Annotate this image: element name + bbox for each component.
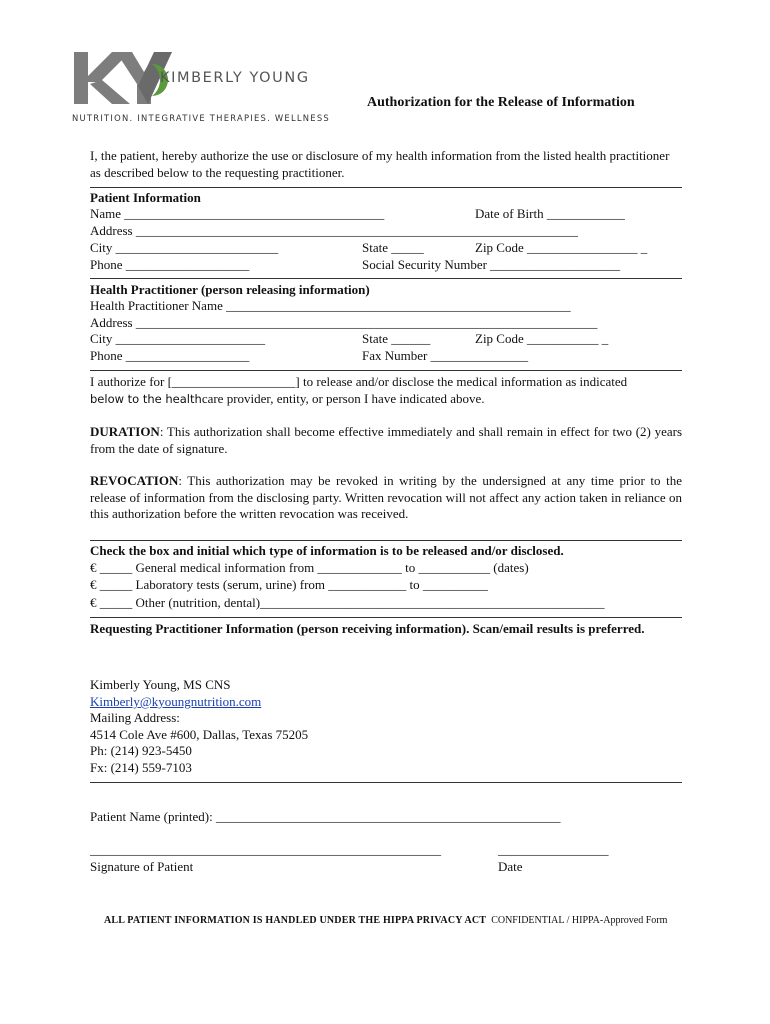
authorize-line-2-rest: care provider, entity, or person I have indicated above. — [201, 391, 485, 406]
divider — [90, 370, 682, 371]
check-item-general-medical[interactable]: € _____ General medical information from _____________ to ___________ (dates) — [90, 560, 529, 575]
logo-k-stem — [74, 52, 88, 104]
check-item-laboratory-tests[interactable]: € _____ Laboratory tests (serum, urine) from ____________ to __________ — [90, 577, 488, 592]
check-item-other[interactable]: € _____ Other (nutrition, dental)_____________________________________________________ — [90, 595, 605, 610]
authorize-line[interactable]: I authorize for [___________________] to release and/or disclose the medical information as indicated — [90, 374, 628, 389]
requesting-heading: Requesting Practitioner Information (person receiving information). Scan/email results is preferred. — [90, 621, 645, 636]
requesting-fax: Fx: (214) 559-7103 — [90, 760, 192, 775]
patient-zip-field[interactable]: Zip Code _________________ _ — [475, 240, 648, 255]
requesting-email-link[interactable]: Kimberly@kyoungnutrition.com — [90, 694, 262, 709]
check-section-heading: Check the box and initial which type of information is to be released and/or disclosed. — [90, 543, 564, 558]
divider — [90, 617, 682, 618]
date-label: Date — [498, 859, 523, 874]
divider — [90, 187, 682, 188]
practitioner-zip-field[interactable]: Zip Code ___________ _ — [475, 331, 609, 346]
practitioner-city-field[interactable]: City _______________________ — [90, 331, 266, 346]
revocation-paragraph — [90, 473, 682, 523]
practitioner-name-field[interactable]: Health Practitioner Name _____________________________________________________ — [90, 298, 571, 313]
patient-name-printed-field[interactable]: Patient Name (printed): _____________________________________________________ — [90, 809, 561, 824]
revocation-text: : This authorization may be revoked in writing by the undersigned at any time prior to the release of information from the disclosing party. Written revocation will not affect any action taken in reliance on this authorization before the written revocation was received. — [90, 473, 682, 521]
practitioner-state-field[interactable]: State ______ — [362, 331, 431, 346]
logo-tagline: NUTRITION. INTEGRATIVE THERAPIES. WELLNESS — [72, 113, 330, 123]
date-line[interactable]: _________________ — [498, 842, 609, 857]
practitioner-phone-field[interactable]: Phone ___________________ — [90, 348, 250, 363]
patient-address-field[interactable]: Address ____________________________________________________________________ — [90, 223, 578, 238]
patient-state-field[interactable]: State _____ — [362, 240, 424, 255]
footer-privacy-act: ALL PATIENT INFORMATION IS HANDLED UNDER THE HIPPA PRIVACY ACT — [104, 915, 487, 926]
intro-paragraph: I, the patient, hereby authorize the use or disclosure of my health information from the listed health practitioner as described below to the requesting practitioner. — [90, 148, 670, 180]
authorize-line-2 — [90, 391, 485, 408]
patient-phone-field[interactable]: Phone ___________________ — [90, 257, 250, 272]
divider — [90, 782, 682, 783]
practitioner-heading: Health Practitioner (person releasing information) — [90, 282, 370, 297]
mailing-address-label: Mailing Address: — [90, 710, 180, 725]
logo-k-leg — [90, 80, 130, 104]
signature-label: Signature of Patient — [90, 859, 194, 874]
duration-text: : This authorization shall become effective immediately and shall remain in effect for two (2) years from the date of signature. — [90, 424, 682, 456]
divider — [90, 278, 682, 279]
requesting-phone: Ph: (214) 923-5450 — [90, 743, 192, 758]
footer-notice — [104, 915, 667, 926]
patient-name-field[interactable]: Name ________________________________________ — [90, 206, 385, 221]
requesting-name: Kimberly Young, MS CNS — [90, 677, 231, 692]
document-title: Authorization for the Release of Information — [367, 95, 635, 110]
patient-city-field[interactable]: City _________________________ — [90, 240, 279, 255]
date-of-birth-field[interactable]: Date of Birth ____________ — [475, 206, 625, 221]
signature-line[interactable]: ______________________________________________________ — [90, 842, 441, 857]
logo-name: KIMBERLY YOUNG — [160, 70, 310, 86]
divider — [90, 540, 682, 541]
ssn-field[interactable]: Social Security Number ____________________ — [362, 257, 621, 272]
duration-label: DURATION — [90, 424, 160, 439]
patient-info-heading: Patient Information — [90, 190, 201, 205]
duration-paragraph — [90, 424, 682, 457]
practitioner-fax-field[interactable]: Fax Number _______________ — [362, 348, 529, 363]
practitioner-address-field[interactable]: Address _______________________________________________________________________ — [90, 315, 598, 330]
revocation-label: REVOCATION — [90, 473, 179, 488]
mailing-street: 4514 Cole Ave #600, Dallas, Texas 75205 — [90, 727, 309, 742]
authorize-line-2-prefix: below to the health — [90, 392, 202, 406]
footer-confidential: CONFIDENTIAL / HIPPA-Approved Form — [486, 915, 668, 926]
